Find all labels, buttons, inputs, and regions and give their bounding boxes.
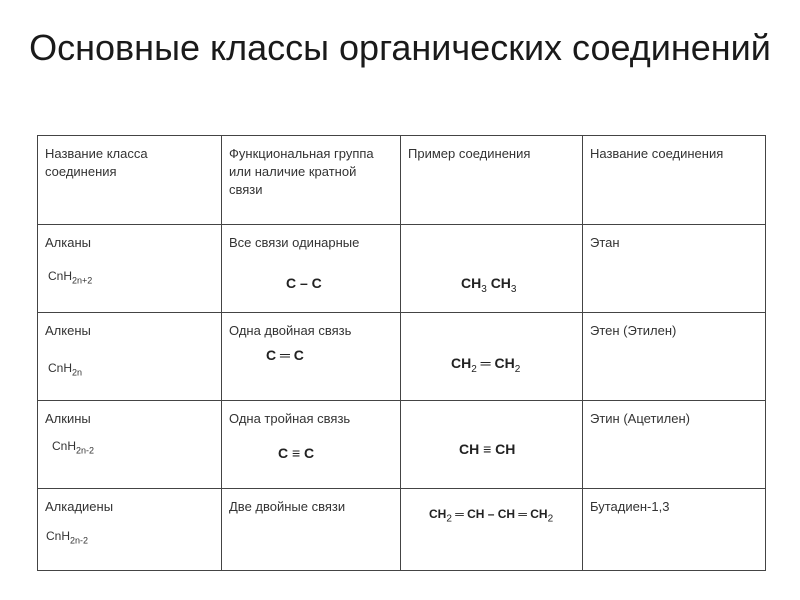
example-formula: $CH_2$ ═ $CH_2$: [451, 355, 521, 375]
table-row-alkynes-bond: [221, 400, 401, 489]
table-row-alkynes-example: [400, 400, 583, 489]
table-row-alkenes-class: [37, 312, 222, 401]
general-formula: CnH$_{2n-2}$: [46, 529, 89, 546]
bond-formula: C – C: [286, 275, 322, 291]
table-row-alkadienes-name: [582, 488, 766, 571]
table-row-alkanes-name: [582, 224, 766, 313]
header-example: Пример соединения: [408, 146, 531, 161]
slide-title: Основные классы органических соединений: [29, 27, 771, 68]
class-name: Алканы: [45, 235, 91, 250]
general-formula: CnH$_{2n-2}$: [52, 439, 95, 456]
header-cell-example: [400, 135, 583, 225]
bond-formula: C ≡ C: [278, 445, 315, 461]
general-formula: CnH$_{2n+2}$: [48, 269, 93, 286]
table-row-alkadienes-example: [400, 488, 583, 571]
bond-description: Две двойные связи: [229, 499, 346, 514]
compound-name: Бутадиен-1,3: [590, 499, 670, 514]
table-row-alkynes-class: [37, 400, 222, 489]
table-row-alkanes-class: [37, 224, 222, 313]
header-compound-name: Название соединения: [590, 146, 724, 161]
table-row-alkadienes-class: [37, 488, 222, 571]
header-class-name: Название класса соединения: [45, 146, 148, 179]
bond-description: Все связи одинарные: [229, 235, 360, 250]
compound-name: Этин (Ацетилен): [590, 411, 690, 426]
class-name: Алкены: [45, 323, 91, 338]
header-functional-group: Функциональная группа или наличие кратной связи: [229, 146, 374, 197]
bond-formula: C ═ C: [266, 347, 304, 363]
example-formula: $CH_2$ ═ CH – CH ═ $CH_2$: [429, 507, 554, 525]
table-row-alkadienes-bond: [221, 488, 401, 571]
table-row-alkanes-bond: [221, 224, 401, 313]
header-cell-group: [221, 135, 401, 225]
table-row-alkenes-example: [400, 312, 583, 401]
table-row-alkanes-example: [400, 224, 583, 313]
class-name: Алкины: [45, 411, 91, 426]
example-formula: CH ≡ CH: [459, 441, 516, 457]
compound-name: Этан: [590, 235, 620, 250]
header-cell-compound: [582, 135, 766, 225]
table-row-alkynes-name: [582, 400, 766, 489]
example-formula: $CH_3$ $CH_3$: [461, 275, 517, 295]
bond-description: Одна тройная связь: [229, 411, 351, 426]
compound-name: Этен (Этилен): [590, 323, 677, 338]
header-cell-class: [37, 135, 222, 225]
table-row-alkenes-name: [582, 312, 766, 401]
bond-description: Одна двойная связь: [229, 323, 352, 338]
table-row-alkenes-bond: [221, 312, 401, 401]
organic-classes-table: [38, 136, 766, 571]
class-name: Алкадиены: [45, 499, 114, 514]
general-formula: CnH$_{2n}$: [48, 361, 83, 378]
